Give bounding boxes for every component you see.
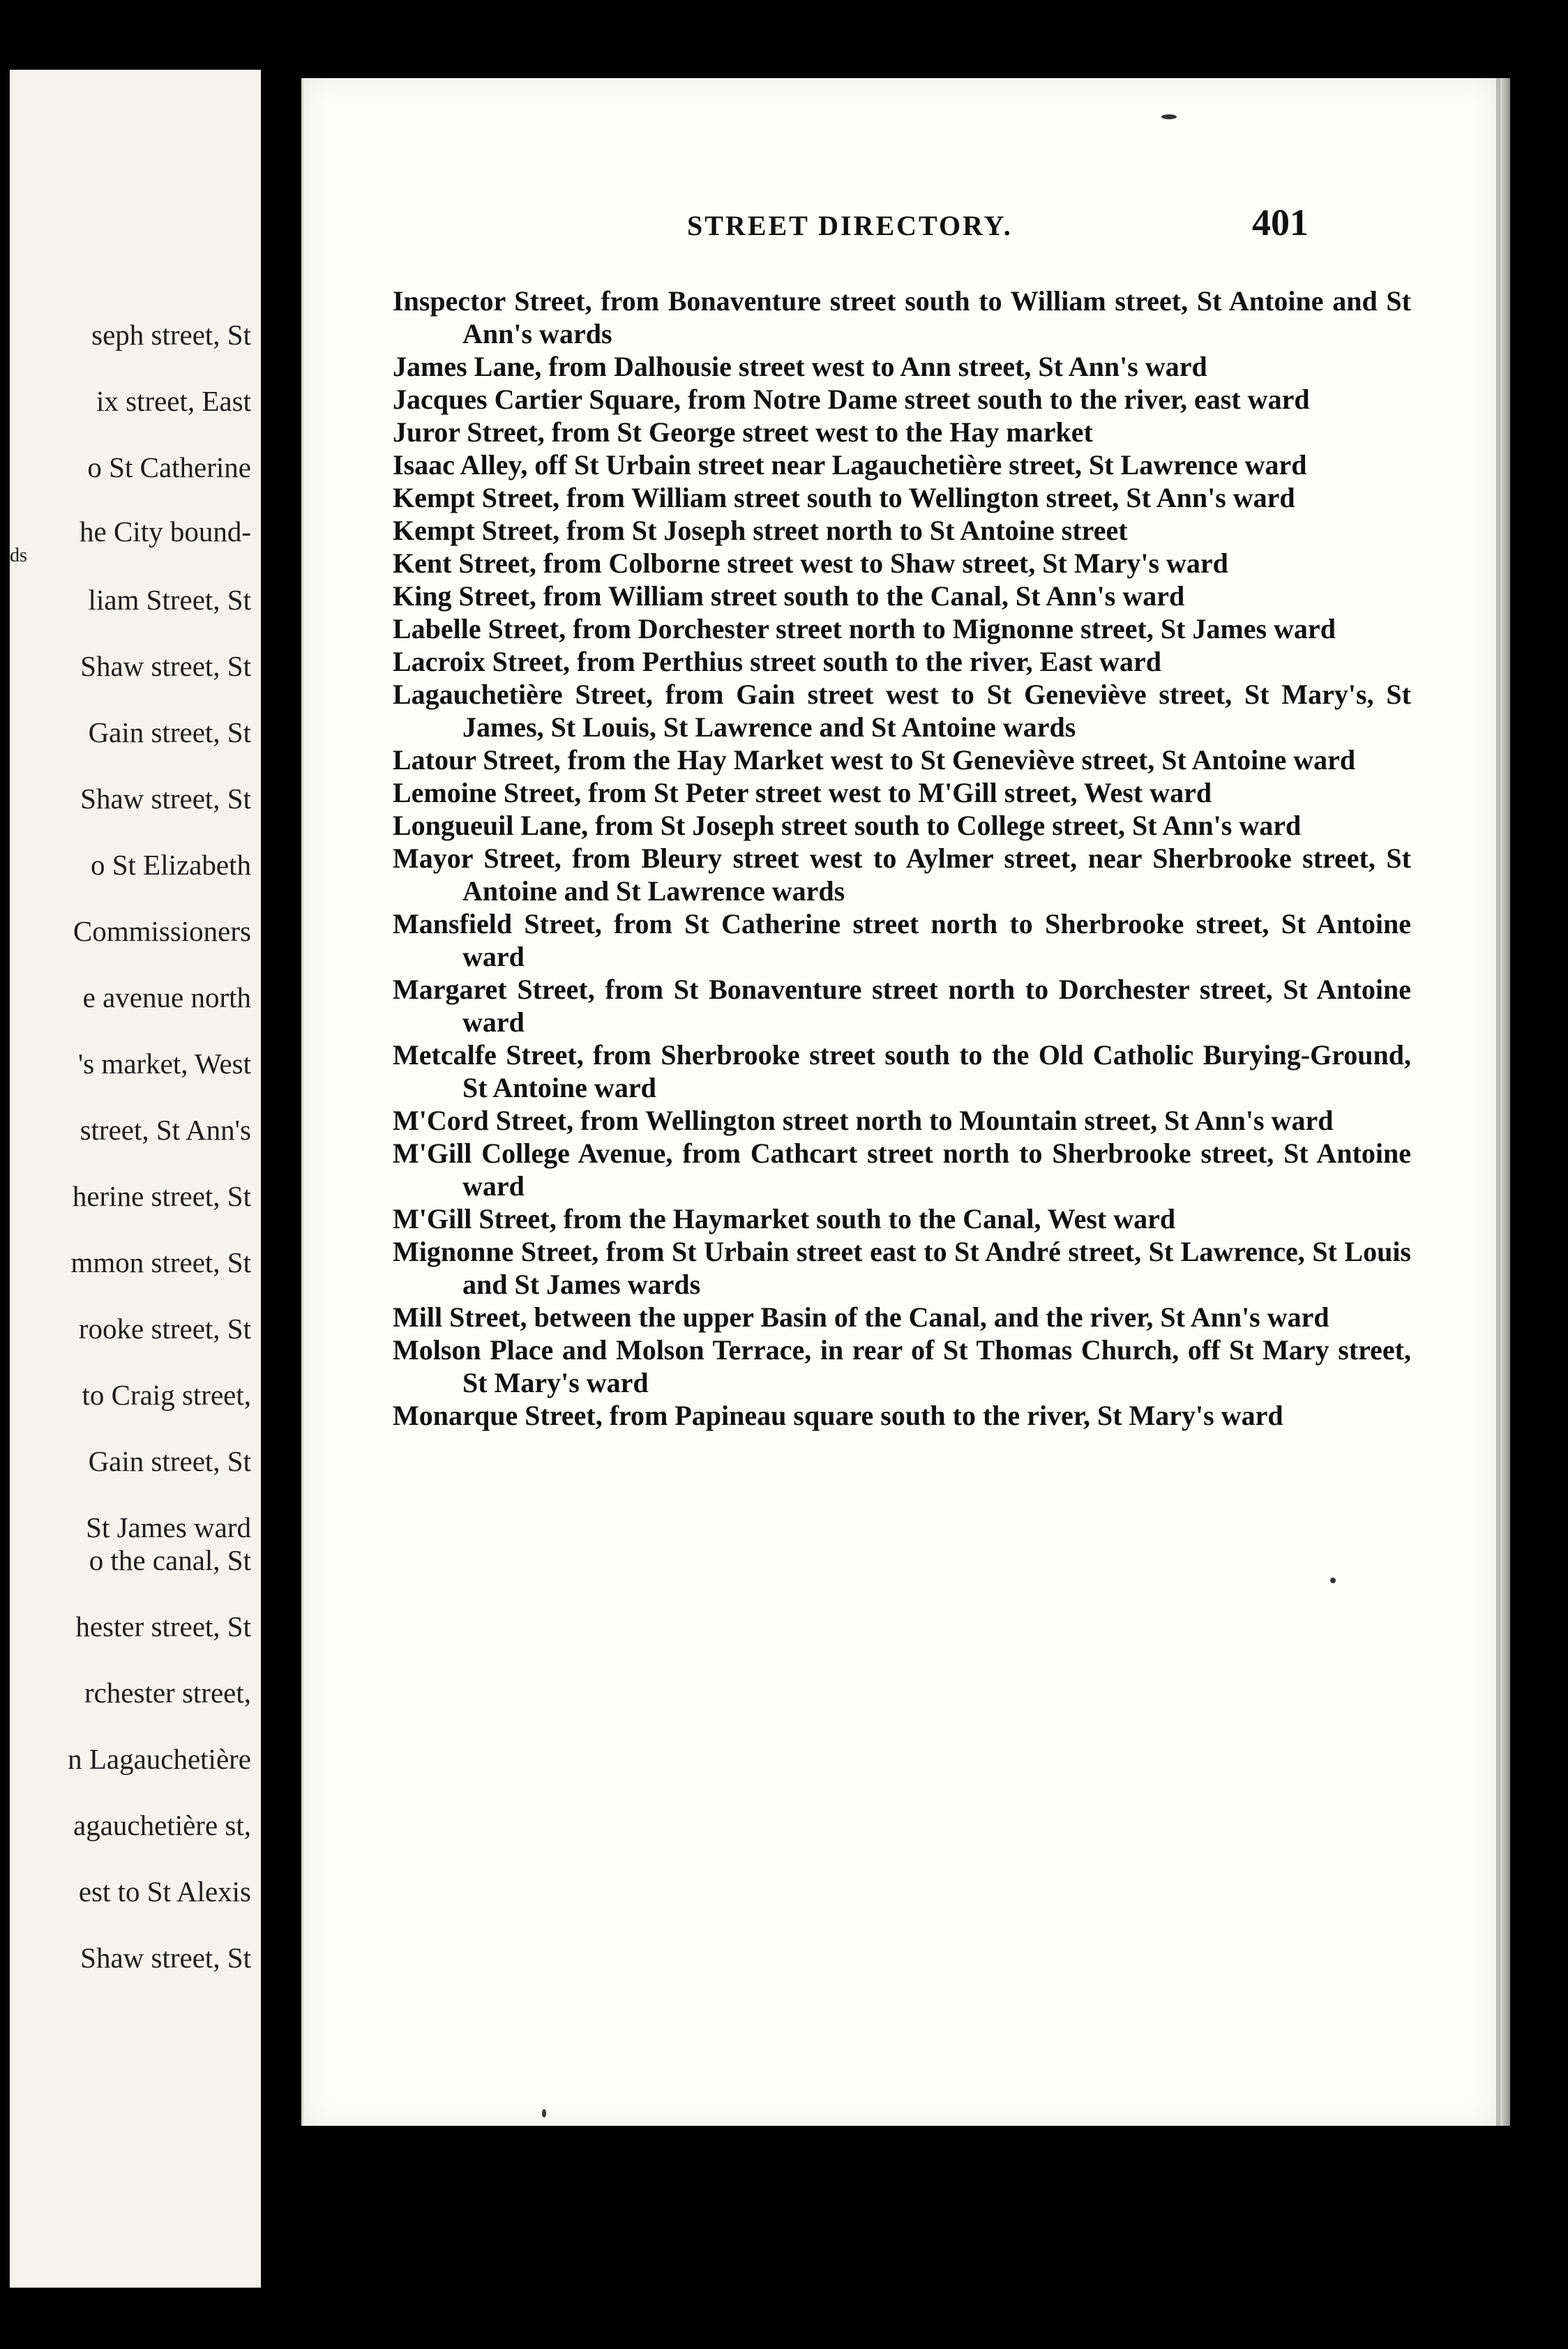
directory-entry: Isaac Alley, off St Urbain street near Lagauchetière street, St Lawrence ward bbox=[393, 449, 1307, 481]
right-page bbox=[301, 78, 1500, 2126]
scan-mark bbox=[542, 2109, 546, 2117]
directory-entry: Mansfield Street, from St Catherine street north to Sherbrooke street, St Antoine ward bbox=[393, 908, 1411, 972]
directory-entry: Labelle Street, from Dorchester street north to Mignonne street, St James ward bbox=[393, 613, 1336, 644]
page-number: 401 bbox=[1252, 202, 1309, 243]
left-line: to Craig street, bbox=[82, 1379, 251, 1411]
directory-entry: Mayor Street, from Bleury street west to Aylmer street, near Sherbrooke street, St Antoine and St Lawrence wards bbox=[393, 843, 1411, 907]
left-line: he City bound- bbox=[80, 515, 251, 547]
left-line: 's market, West bbox=[77, 1048, 251, 1080]
left-line: Shaw street, St bbox=[80, 650, 251, 682]
directory-entries bbox=[393, 285, 1411, 1432]
left-line: seph street, St bbox=[91, 319, 251, 351]
directory-entry: Kent Street, from Colborne street west to Shaw street, St Mary's ward bbox=[393, 547, 1228, 579]
left-line: Gain street, St bbox=[88, 716, 251, 748]
directory-entry: James Lane, from Dalhousie street west to Ann street, St Ann's ward bbox=[393, 351, 1207, 382]
left-line: rooke street, St bbox=[78, 1313, 251, 1345]
left-line: Gain street, St bbox=[88, 1445, 251, 1477]
directory-entry: Lacroix Street, from Perthius street south to the river, East ward bbox=[393, 646, 1162, 677]
left-line: street, St Ann's bbox=[80, 1114, 251, 1146]
left-line: Shaw street, St bbox=[80, 1942, 251, 1974]
left-line: o the canal, St bbox=[89, 1544, 251, 1576]
directory-entry: Latour Street, from the Hay Market west to St Geneviève street, St Antoine ward bbox=[393, 744, 1356, 776]
left-line: hester street, St bbox=[75, 1610, 251, 1642]
left-line: ds bbox=[10, 545, 27, 566]
left-line: o St Catherine bbox=[87, 451, 251, 483]
left-page-fragment bbox=[10, 70, 261, 2288]
directory-entry: Margaret Street, from St Bonaventure street north to Dorchester street, St Antoine ward bbox=[393, 974, 1411, 1038]
directory-entry: M'Cord Street, from Wellington street north to Mountain street, St Ann's ward bbox=[393, 1105, 1334, 1136]
directory-entry: Mignonne Street, from St Urbain street east to St André street, St Lawrence, St Louis and St James wards bbox=[393, 1236, 1411, 1300]
directory-entry: Monarque Street, from Papineau square south to the river, St Mary's ward bbox=[393, 1400, 1283, 1431]
directory-entry: Mill Street, between the upper Basin of the Canal, and the river, St Ann's ward bbox=[393, 1301, 1329, 1333]
directory-entry: Inspector Street, from Bonaventure street south to William street, St Antoine and St Ann's wards bbox=[393, 285, 1411, 349]
scan-mark bbox=[1330, 1578, 1336, 1583]
left-line: est to St Alexis bbox=[78, 1875, 251, 1908]
directory-entry: Lemoine Street, from St Peter street west to M'Gill street, West ward bbox=[393, 777, 1212, 808]
left-line: o St Elizabeth bbox=[90, 849, 251, 881]
directory-entry: Longueuil Lane, from St Joseph street south to College street, St Ann's ward bbox=[393, 810, 1302, 841]
left-line: e avenue north bbox=[82, 981, 251, 1013]
directory-entry: Lagauchetière Street, from Gain street west to St Geneviève street, St Mary's, St James, St Louis, St Lawrence and St Antoine wards bbox=[393, 679, 1411, 743]
directory-entry: M'Gill College Avenue, from Cathcart street north to Sherbrooke street, St Antoine ward bbox=[393, 1138, 1411, 1202]
directory-entry: Molson Place and Molson Terrace, in rear of St Thomas Church, off St Mary street, St Mary's ward bbox=[393, 1334, 1411, 1398]
left-line: Shaw street, St bbox=[80, 783, 251, 815]
directory-entry: Kempt Street, from William street south to Wellington street, St Ann's ward bbox=[393, 482, 1295, 513]
directory-entry: King Street, from William street south to the Canal, St Ann's ward bbox=[393, 580, 1185, 612]
left-line: ix street, East bbox=[96, 385, 251, 417]
left-line: n Lagauchetière bbox=[68, 1743, 251, 1775]
directory-entry: Jacques Cartier Square, from Notre Dame street south to the river, east ward bbox=[393, 384, 1310, 415]
directory-entry: M'Gill Street, from the Haymarket south to the Canal, West ward bbox=[393, 1203, 1176, 1234]
directory-entry: Metcalfe Street, from Sherbrooke street south to the Old Catholic Burying-Ground, St Antoine ward bbox=[393, 1039, 1411, 1103]
left-line: mmon street, St bbox=[70, 1246, 251, 1278]
left-line: St James ward bbox=[86, 1511, 251, 1543]
left-line: herine street, St bbox=[72, 1180, 251, 1212]
left-line: Commissioners bbox=[73, 915, 251, 947]
running-head: STREET DIRECTORY. bbox=[687, 210, 1013, 241]
directory-entry: Juror Street, from St George street west to the Hay market bbox=[393, 416, 1093, 448]
scan-mark bbox=[1161, 114, 1177, 119]
left-line: agauchetière st, bbox=[73, 1809, 251, 1841]
left-line: rchester street, bbox=[84, 1677, 251, 1709]
directory-entry: Kempt Street, from St Joseph street north to St Antoine street bbox=[393, 515, 1128, 546]
left-line: liam Street, St bbox=[88, 584, 251, 616]
